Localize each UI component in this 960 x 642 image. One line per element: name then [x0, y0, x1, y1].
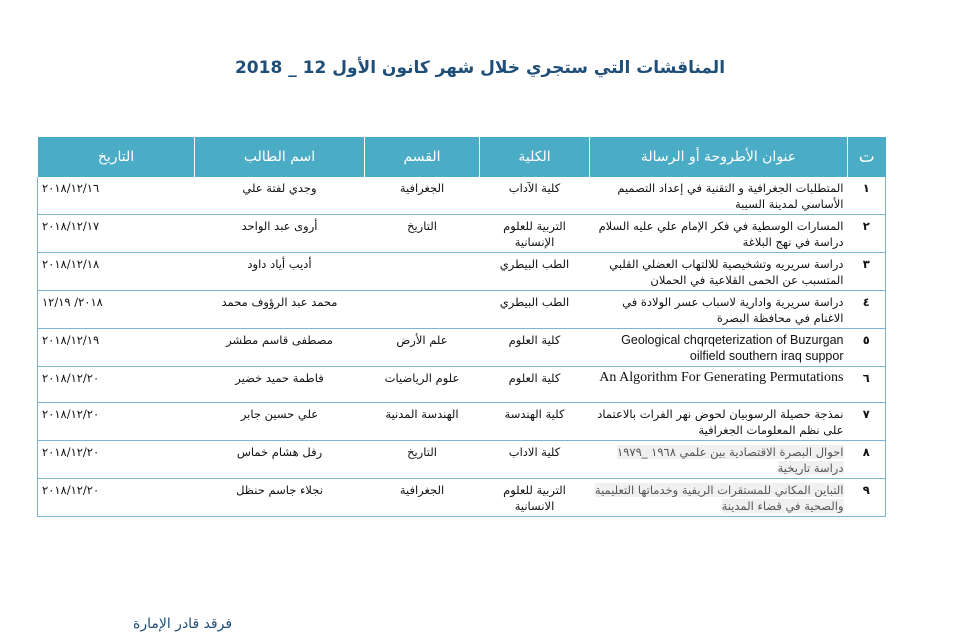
- row-department: الجغرافية: [365, 177, 480, 215]
- header-student: اسم الطالب: [195, 137, 365, 177]
- row-student: أروى عبد الواحد: [195, 215, 365, 253]
- row-college: كلية الآداب: [480, 177, 590, 215]
- row-department: الجغرافية: [365, 479, 480, 517]
- row-department: [365, 291, 480, 329]
- row-college: كلية العلوم: [480, 367, 590, 403]
- row-num: ٩: [848, 479, 886, 517]
- row-college: الطب البيطري: [480, 253, 590, 291]
- row-date: ٢٠١٨/١٢/٢٠: [38, 479, 195, 517]
- table-row: [38, 329, 886, 367]
- row-title: المتطلبات الجغرافية و التقنية في إعداد التصميم الأساسي لمدينة السيبة: [590, 177, 848, 215]
- row-department: علم الأرض: [365, 329, 480, 367]
- row-title: نمذجة حصيلة الرسوبيان لحوض نهر الفرات بالاعتماد على نظم المعلومات الجغرافية: [590, 403, 848, 441]
- row-student: محمد عبد الرؤوف محمد: [195, 291, 365, 329]
- table-row: [38, 177, 886, 215]
- row-num: ٢: [848, 215, 886, 253]
- row-college: الطب البيطري: [480, 291, 590, 329]
- row-date: ٢٠١٨/١٢/٢٠: [38, 367, 195, 403]
- table-row: [38, 215, 886, 253]
- header-department: القسم: [365, 137, 480, 177]
- table-row: [38, 253, 886, 291]
- row-student: نجلاء جاسم حنظل: [195, 479, 365, 517]
- row-college: التربية للعلوم الانسانية: [480, 479, 590, 517]
- row-student: رفل هشام خماس: [195, 441, 365, 479]
- row-title-text: احوال البصرة الاقتصادية بين علمي ١٩٦٨ _١٩٧٩ دراسة تاريخية: [617, 445, 844, 475]
- row-student: علي حسين جابر: [195, 403, 365, 441]
- table-row: [38, 291, 886, 329]
- table-row: [38, 441, 886, 479]
- row-num: ٥: [848, 329, 886, 367]
- table-row: [38, 403, 886, 441]
- row-title: [590, 441, 848, 479]
- defenses-table: [37, 137, 886, 517]
- page-title: المناقشات التي ستجري خلال شهر كانون الأول 12 _ 2018: [234, 58, 726, 78]
- row-date: ٢٠١٨/١٢/١٨: [38, 253, 195, 291]
- signature: فرقد قادر الإمارة: [133, 616, 233, 632]
- row-date: ٢٠١٨/١٢/٢٠: [38, 441, 195, 479]
- row-num: ٦: [848, 367, 886, 403]
- header-title: عنوان الأطروحة أو الرسالة: [590, 137, 848, 177]
- row-date: ٢٠١٨/١٢/١٩: [38, 329, 195, 367]
- row-department: التاريخ: [365, 215, 480, 253]
- row-title-text: التباين المكاني للمستقرات الريفية وخدماتها التعليمية والصحية في قضاء المدينة: [594, 483, 844, 513]
- row-date: ٢٠١٨/ ١٢/١٩: [38, 291, 195, 329]
- table-row: [38, 479, 886, 517]
- row-title: دراسة سريريه وتشخيصية للالتهاب العضلي القلبي المتسبب عن الحمى القلاعية في الحملان: [590, 253, 848, 291]
- row-title: An Algorithm For Generating Permutations: [590, 367, 848, 403]
- row-date: ٢٠١٨/١٢/٢٠: [38, 403, 195, 441]
- row-date: ٢٠١٨/١٢/١٦: [38, 177, 195, 215]
- row-student: أديب أياد داود: [195, 253, 365, 291]
- row-title: [590, 479, 848, 517]
- row-title: المسارات الوسطية في فكر الإمام علي عليه السلام دراسة في نهج البلاغة: [590, 215, 848, 253]
- row-department: التاريخ: [365, 441, 480, 479]
- row-department: الهندسة المدنية: [365, 403, 480, 441]
- row-student: مصطفى قاسم مطشر: [195, 329, 365, 367]
- row-department: [365, 253, 480, 291]
- row-title: دراسة سريرية وادارية لاسباب عسر الولادة في الاغنام في محافظة البصرة: [590, 291, 848, 329]
- row-num: ٨: [848, 441, 886, 479]
- row-college: كلية الهندسة: [480, 403, 590, 441]
- row-num: ٧: [848, 403, 886, 441]
- row-college: التربية للعلوم الإنسانية: [480, 215, 590, 253]
- row-student: وجدي لفتة علي: [195, 177, 365, 215]
- row-student: فاطمة حميد خضير: [195, 367, 365, 403]
- row-college: كلية الاداب: [480, 441, 590, 479]
- row-department: علوم الرياضيات: [365, 367, 480, 403]
- row-title: Geological chqrqeterization of Buzurgan oilfield southern iraq suppor: [590, 329, 848, 367]
- table-row: [38, 367, 886, 403]
- table-header-row: [38, 137, 886, 177]
- header-date: التاريخ: [38, 137, 195, 177]
- row-num: ١: [848, 177, 886, 215]
- header-num: ت: [848, 137, 886, 177]
- row-num: ٣: [848, 253, 886, 291]
- row-num: ٤: [848, 291, 886, 329]
- row-college: كلية العلوم: [480, 329, 590, 367]
- row-date: ٢٠١٨/١٢/١٧: [38, 215, 195, 253]
- header-college: الكلية: [480, 137, 590, 177]
